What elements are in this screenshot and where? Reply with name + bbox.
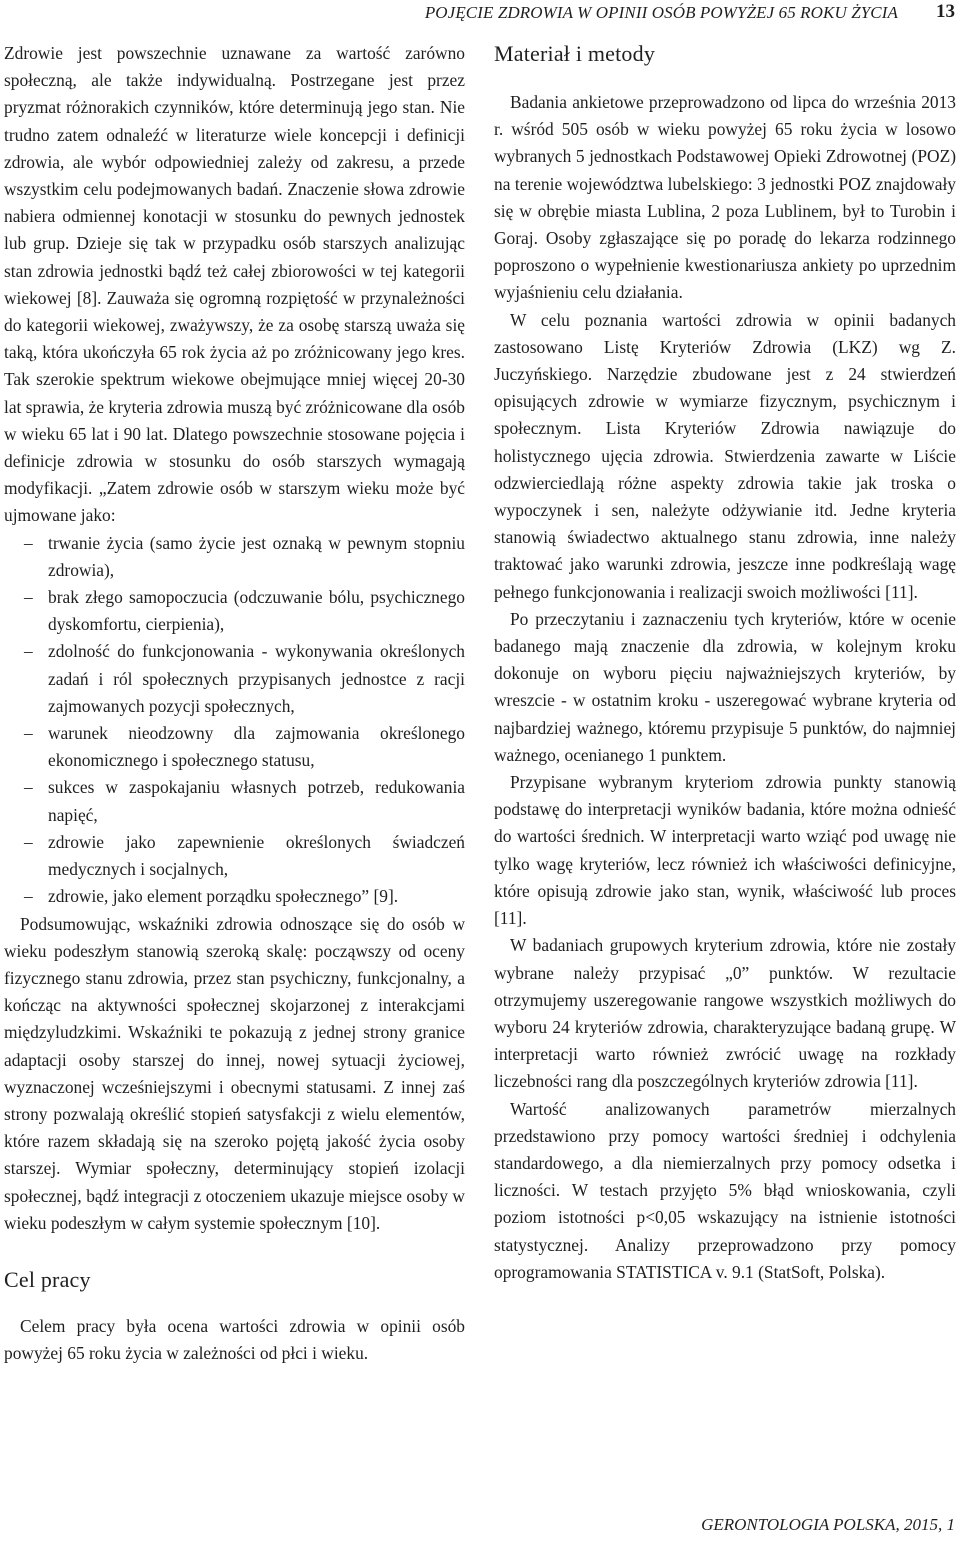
methods-paragraph: Badania ankietowe przeprowadzono od lipca do września 2013 r. wśród 505 osób w wieku powyżej 65 roku życia w losowo wybranych 5 jednostkach Podstawowej Opieki Zdrowotnej (POZ) na terenie województwa lubelskiego: 3 jednostki POZ znajdowały się w obrębie miasta Lublina, 2 poza Lublinem, był to Turobin i Goraj. Osoby zgłaszające się po poradę do lekarza rodzinnego poproszono o wypełnienie kwestionariusza ankiety po uprzednim wyjaśnieniu celu działania.: [494, 92, 956, 303]
summary-paragraph: Podsumowując, wskaźniki zdrowia odnoszące się do osób w wieku podeszłym stanowią szeroką skalę: począwszy od oceny fizycznego stanu zdrowia, przez stan psychiczny, funkcjonalny, a kończąc na aktywności społecznej skojarzonej z interakcjami międzyludzkimi. Wskaźniki te pokazują z jednej strony granice adaptacji osoby starszej do innej, nowej sytuacji życiowej, wyznaczonej wcześniejszymi i obecnymi statusami. Z innej zaś strony pozwalają określić stopień satysfakcji z wielu elementów, które razem składają się na szeroko pojętą jakość życia osoby starszej. Wymiar społeczny, determinujący stopień izolacji społecznej, bądź integracji z otoczeniem ukazuje miejsce osoby w wieku podeszłym w całym systemie społecznym [10].: [4, 913, 465, 1233]
methods-paragraph: W celu poznania wartości zdrowia w opinii badanych zastosowano Listę Kryteriów Zdrowia (LKZ) wg Z. Juczyńskiego. Narzędzie zbudowane jest z 24 stwierdzeń opisujących zdrowie w wymiarze fizycznym, psychicznym i społecznym. Lista Kryteriów Zdrowia nawiązuje do holistycznego ujęcia zdrowia. Stwierdzenia zawarte w Liście odzwierciedlają różne aspekty zdrowia takie jak troska o wypoczynek i sen, należyte odżywianie itd. Jedne kryteria stanowią świadectwo aktualnego stanu zdrowia, inne należy traktować jako warunki zdrowia, jeszcze inne podkreślają wagę pełnego funkcjonowania i realizacji swoich możliwości [11].: [494, 309, 956, 602]
methods-heading: Materiał i metody: [494, 41, 656, 66]
journal-footer: GERONTOLOGIA POLSKA, 2015, 1: [701, 1515, 955, 1534]
page-number: 13: [936, 1, 955, 22]
list-item: – brak złego samopoczucia (odczuwanie bólu, psychicznego dyskomfortu, cierpienia),: [4, 584, 465, 638]
running-title: POJĘCIE ZDROWIA W OPINII OSÓB POWYŻEJ 65 ROKU ŻYCIA: [424, 3, 898, 22]
left-column: [4, 40, 465, 1367]
right-column: [494, 40, 956, 1286]
aim-paragraph: Celem pracy była ocena wartości zdrowia w opinii osób powyżej 65 roku życia w zależności od płci i wieku.: [4, 1315, 465, 1364]
methods-paragraph: W badaniach grupowych kryterium zdrowia, które nie zostały wybrane należy przypisać „0” punktów. W rezultacie otrzymujemy uszeregowanie rangowe wszystkich możliwych do wyboru 24 kryteriów zdrowia, charakteryzujące badaną grupę. W interpretacji warto również zwrócić uwagę na rozkłady liczebności rang dla poszczególnych kryteriów zdrowia [11].: [494, 935, 956, 1092]
list-item: – sukces w zaspokajaniu własnych potrzeb, redukowania napięć,: [4, 774, 465, 828]
methods-paragraph: Przypisane wybranym kryteriom zdrowia punkty stanowią podstawę do interpretacji wyników badania, które można odnieść do wartości średnich. W interpretacji warto wziąć pod uwagę nie tylko wagę kryteriów, lecz również ich właściwości definicyjne, które opisują zdrowie jako stan, wynik, właściwość lub proces [11].: [494, 772, 956, 929]
intro-paragraph: Zdrowie jest powszechnie uznawane za wartość zarówno społeczną, ale także indywidualną. Postrzegane jest przez pryzmat różnorakich czynników, które determinują jego stan. Nie trudno zatem odnaleźć w literaturze wiele koncepcji i definicji zdrowia, ale wybór odpowiedniej zależy od zakresu, a przede wszystkim celu podejmowanych badań. Znaczenie słowa zdrowie nabiera odmiennej konotacji w stosunku do pewnych jednostek lub grup. Dzieje się tak w przypadku osób starszych analizując stan zdrowia jednostki bądź też całej zbiorowości w tej kategorii wiekowej [8]. Zauważa się ogromną rozpiętość w przynależności do kategorii wiekowej, zważywszy, że za osobę starszą uważa się taką, która ukończyła 65 rok życia aż po zróżnicowany jego kres. Tak szerokie spektrum wiekowe obejmujące mniej więcej 20-30 lat sprawia, że kryteria zdrowia muszą być zróżnicowane dla osób w wieku 65 lat i 90 lat. Dlatego powszechnie stosowane pojęcia i definicje zdrowia w stosunku do osób starszych wymagają modyfikacji. „Zatem zdrowie osób w starszym wieku może być ujmowane jako:: [4, 43, 465, 526]
list-item: – zdolność do funkcjonowania - wykonywania określonych zadań i ról społecznych przypisanych jednostce z racji zajmowanych pozycji społecznych,: [4, 638, 465, 720]
list-item: – zdrowie, jako element porządku społecznego” [9].: [4, 883, 465, 910]
methods-paragraph: Wartość analizowanych parametrów mierzalnych przedstawiono przy pomocy wartości średniej i odchylenia standardowego, a dla niemierzalnych przy pomocy odsetka i liczności. W testach przyjęto 5% błąd wnioskowania, czyli poziom istotności p<0,05 wskazujący na istnienie istotności statystycznej. Analizy przeprowadzono przy pomocy oprogramowania STATISTICA v. 9.1 (StatSoft, Polska).: [494, 1098, 956, 1282]
methods-paragraph: Po przeczytaniu i zaznaczeniu tych kryteriów, które w ocenie badanego mają znaczenie dla zdrowia, w kolejnym kroku dokonuje on wyboru pięciu najważniejszych kryteriów, by wreszcie - w ostatnim kroku - uszeregować wybrane kryteria od najbardziej ważnego, któremu przypisuje 5 punktów, do najmniej ważnego, ocenianego 1 punktem.: [494, 608, 956, 765]
list-item: – trwanie życia (samo życie jest oznaką w pewnym stopniu zdrowia),: [4, 530, 465, 584]
list-item: – warunek nieodzowny dla zajmowania określonego ekonomicznego i społecznego statusu,: [4, 720, 465, 774]
list-item: – zdrowie jako zapewnienie określonych świadczeń medycznych i socjalnych,: [4, 829, 465, 883]
health-definition-list: [4, 530, 465, 911]
aim-heading: Cel pracy: [4, 1266, 91, 1292]
